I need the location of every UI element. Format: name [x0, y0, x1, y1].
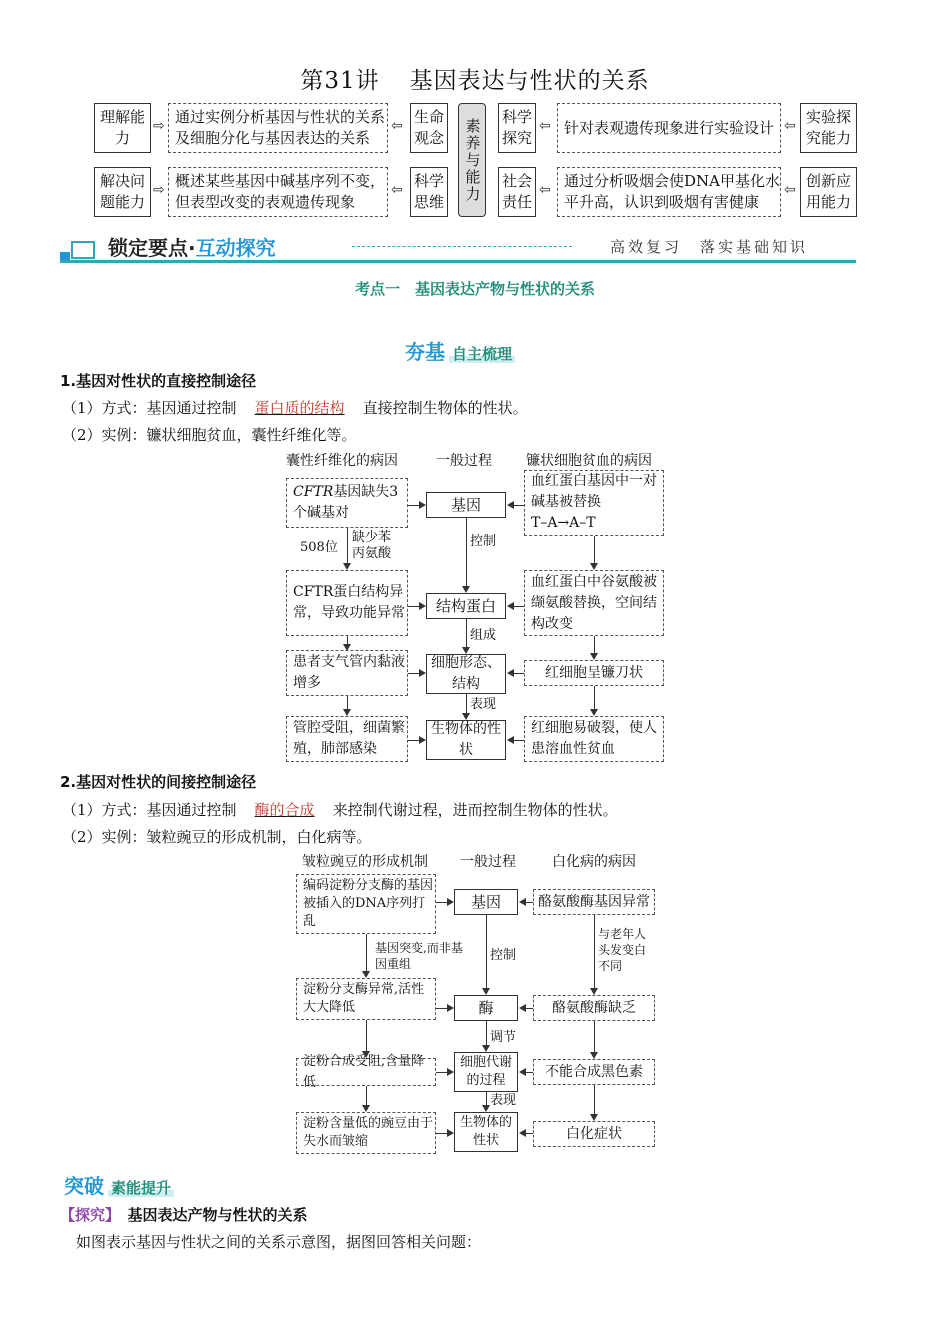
- arrow-right-icon: [447, 1129, 454, 1137]
- arrow-down-icon: [343, 563, 351, 570]
- connector: [594, 915, 595, 989]
- arrow-down-icon: [362, 971, 370, 978]
- connector: [466, 694, 467, 714]
- arrow-down-icon: [482, 1105, 490, 1112]
- col-header: 皱粒豌豆的形成机制: [302, 854, 428, 870]
- connector: [366, 934, 367, 972]
- arrow-left-icon: [519, 1068, 526, 1076]
- process-box: 酶: [454, 995, 518, 1021]
- ability-box: 理解能力: [94, 103, 151, 153]
- arrow-left-icon: [519, 1129, 526, 1137]
- cause-box: CFTR蛋白结构异常，导致功能异常: [286, 570, 408, 636]
- connector: [408, 505, 419, 506]
- desc-box: 通过实例分析基因与性状的关系及细胞分化与基因表达的关系: [168, 103, 388, 153]
- literacy-center: 素养与能力: [458, 103, 486, 217]
- banner-underline: [60, 260, 856, 263]
- banner-subtitle: 高效复习 落实基础知识: [609, 238, 808, 256]
- connector: [408, 740, 419, 741]
- connector: [525, 902, 533, 903]
- arrow-down-icon: [462, 586, 470, 593]
- cause-box: 不能合成黑色素: [533, 1059, 655, 1085]
- cause-box: 红细胞呈镰刀状: [524, 660, 664, 686]
- connector: [594, 636, 595, 654]
- arrow-right-icon: ⇨: [153, 182, 165, 198]
- process-box: 细胞代谢的过程: [454, 1052, 518, 1092]
- connector: [466, 619, 467, 648]
- process-box: 生物体的性状: [454, 1112, 518, 1152]
- label: 调节: [490, 1030, 517, 1045]
- arrow-left-icon: [507, 501, 514, 509]
- connector: [594, 686, 595, 710]
- arrow-right-icon: [447, 1068, 454, 1076]
- process-box: 细胞形态、结构: [426, 654, 506, 694]
- arrow-down-icon: [590, 1114, 598, 1121]
- connector: [514, 505, 524, 506]
- col-header: 一般过程: [460, 854, 516, 870]
- para-2a: （1）方式：基因通过控制 酶的合成 来控制代谢过程，进而控制生物体的性状。: [62, 801, 618, 819]
- label: 控制: [490, 948, 517, 963]
- connector: [486, 915, 487, 989]
- col-header: 囊性纤维化的病因: [286, 453, 398, 469]
- tag-box: 生命观念: [410, 103, 448, 153]
- process-box: 结构蛋白: [426, 593, 506, 619]
- cause-box: 编码淀粉分支酶的基因被插入的DNA序列打乱: [296, 874, 436, 934]
- connector: [514, 606, 524, 607]
- arrow-left-icon: ⇦: [391, 118, 403, 134]
- desc-box: 通过分析吸烟会使DNA甲基化水平升高，认识到吸烟有害健康: [557, 167, 781, 217]
- label: 与老年人头发变白不同: [598, 927, 647, 973]
- para-1a: （1）方式：基因通过控制 蛋白质的结构 直接控制生物体的性状。: [62, 399, 528, 417]
- tag-box: 社会责任: [498, 167, 536, 217]
- cause-box: 血红蛋白中谷氨酸被缬氨酸替换，空间结构改变: [524, 570, 664, 636]
- para-1b: （2）实例：镰状细胞贫血，囊性纤维化等。: [62, 426, 357, 444]
- para-2b: （2）实例：皱粒豌豆的形成机制，白化病等。: [62, 828, 372, 846]
- label: 508位: [300, 540, 338, 555]
- cause-box: 白化症状: [533, 1121, 655, 1147]
- arrow-left-icon: [507, 669, 514, 677]
- arrow-left-icon: [507, 736, 514, 744]
- arrow-left-icon: [519, 898, 526, 906]
- arrow-right-icon: [447, 1004, 454, 1012]
- heading-2: 2.基因对性状的间接控制途径: [60, 773, 257, 791]
- arrow-down-icon: [482, 1045, 490, 1052]
- label: 表现: [490, 1093, 517, 1108]
- desc-box: 针对表观遗传现象进行实验设计: [557, 103, 781, 153]
- connector: [486, 1092, 487, 1106]
- arrow-down-icon: [590, 563, 598, 570]
- connector: [514, 740, 524, 741]
- arrow-left-icon: ⇦: [539, 182, 551, 198]
- label: 组成: [470, 628, 497, 643]
- cause-box: 患者支气管内黏液增多: [286, 650, 408, 696]
- cause-box: 血红蛋白基因中一对碱基被替换 T–A→A–T: [524, 470, 664, 536]
- arrow-left-icon: ⇦: [539, 118, 551, 134]
- arrow-left-icon: [507, 602, 514, 610]
- label: 缺少苯丙氨酸: [352, 530, 392, 561]
- arrow-right-icon: [447, 898, 454, 906]
- col-header: 一般过程: [436, 453, 492, 469]
- col-header: 镰状细胞贫血的病因: [526, 453, 652, 469]
- label: 控制: [470, 534, 497, 549]
- connector: [347, 696, 348, 710]
- arrow-down-icon: [343, 709, 351, 716]
- connector: [347, 528, 348, 564]
- process-box: 基因: [426, 492, 506, 518]
- arrow-down-icon: [362, 1051, 370, 1058]
- arrow-left-icon: ⇦: [784, 118, 796, 134]
- cause-box: 酪氨酸酶缺乏: [533, 995, 655, 1021]
- cause-box: 淀粉含量低的豌豆由于失水而皱缩: [296, 1112, 436, 1154]
- process-box: 基因: [454, 889, 518, 915]
- connector: [525, 1008, 533, 1009]
- section-banner: [60, 232, 856, 264]
- arrow-left-icon: [519, 1004, 526, 1012]
- ability-box: 实验探究能力: [800, 103, 857, 153]
- connector: [466, 518, 467, 587]
- kaodian-title: 考点一 基因表达产物与性状的关系: [354, 280, 595, 298]
- section-heading: 突破 素能提升: [64, 1170, 174, 1199]
- cause-box: 淀粉分支酶异常,活性大大降低: [296, 978, 436, 1020]
- arrow-left-icon: ⇦: [391, 182, 403, 198]
- connector: [366, 1020, 367, 1052]
- connector: [436, 1072, 447, 1073]
- banner-title: 锁定要点·互动探究: [108, 236, 276, 260]
- connector: [436, 902, 447, 903]
- para-explore: 如图表示基因与性状之间的关系示意图，据图回答相关问题：: [76, 1233, 482, 1251]
- arrow-right-icon: [419, 501, 426, 509]
- connector: [594, 1085, 595, 1115]
- arrow-down-icon: [482, 988, 490, 995]
- page-title: 第31讲 基因表达与性状的关系: [300, 68, 650, 94]
- explore-heading: 【探究】 基因表达产物与性状的关系: [60, 1206, 308, 1224]
- connector: [436, 1008, 447, 1009]
- cause-box: 红细胞易破裂，使人患溶血性贫血: [524, 716, 664, 762]
- arrow-down-icon: [462, 713, 470, 720]
- desc-box: 概述某些基因中碱基序列不变，但表型改变的表观遗传现象: [168, 167, 388, 217]
- connector: [525, 1072, 533, 1073]
- arrow-right-icon: [419, 736, 426, 744]
- cause-box: CFTR基因缺失3个碱基对: [286, 478, 408, 528]
- connector: [594, 1021, 595, 1053]
- section-heading: 夯基 自主梳理: [405, 336, 515, 365]
- banner-divider: [352, 246, 572, 247]
- arrow-down-icon: [362, 1105, 370, 1112]
- arrow-down-icon: [590, 709, 598, 716]
- connector: [514, 673, 524, 674]
- connector: [366, 1086, 367, 1106]
- ability-box: 创新应用能力: [800, 167, 857, 217]
- connector: [525, 1133, 533, 1134]
- label: 基因突变,而非基因重组: [375, 941, 463, 971]
- cause-box: 管腔受阻，细菌繁殖，肺部感染: [286, 716, 408, 762]
- arrow-down-icon: [590, 988, 598, 995]
- arrow-right-icon: [419, 669, 426, 677]
- arrow-right-icon: ⇨: [153, 118, 165, 134]
- connector: [408, 606, 419, 607]
- arrow-down-icon: [462, 647, 470, 654]
- connector: [594, 536, 595, 564]
- connector: [436, 1133, 447, 1134]
- arrow-down-icon: [590, 1052, 598, 1059]
- label: 表现: [470, 697, 497, 712]
- connector: [486, 1021, 487, 1046]
- arrow-down-icon: [343, 644, 351, 651]
- heading-1: 1.基因对性状的直接控制途径: [60, 372, 257, 390]
- tag-box: 科学探究: [498, 103, 536, 153]
- cause-box: 酪氨酸酶基因异常: [533, 889, 655, 915]
- ability-box: 解决问题能力: [94, 167, 151, 217]
- cause-box: 淀粉合成受阻,含量降低: [296, 1058, 436, 1086]
- arrow-down-icon: [590, 653, 598, 660]
- col-header: 白化病的病因: [552, 854, 636, 870]
- connector: [408, 673, 419, 674]
- tag-box: 科学思维: [410, 167, 448, 217]
- arrow-right-icon: [419, 602, 426, 610]
- process-box: 生物体的性状: [426, 720, 506, 760]
- arrow-left-icon: ⇦: [784, 182, 796, 198]
